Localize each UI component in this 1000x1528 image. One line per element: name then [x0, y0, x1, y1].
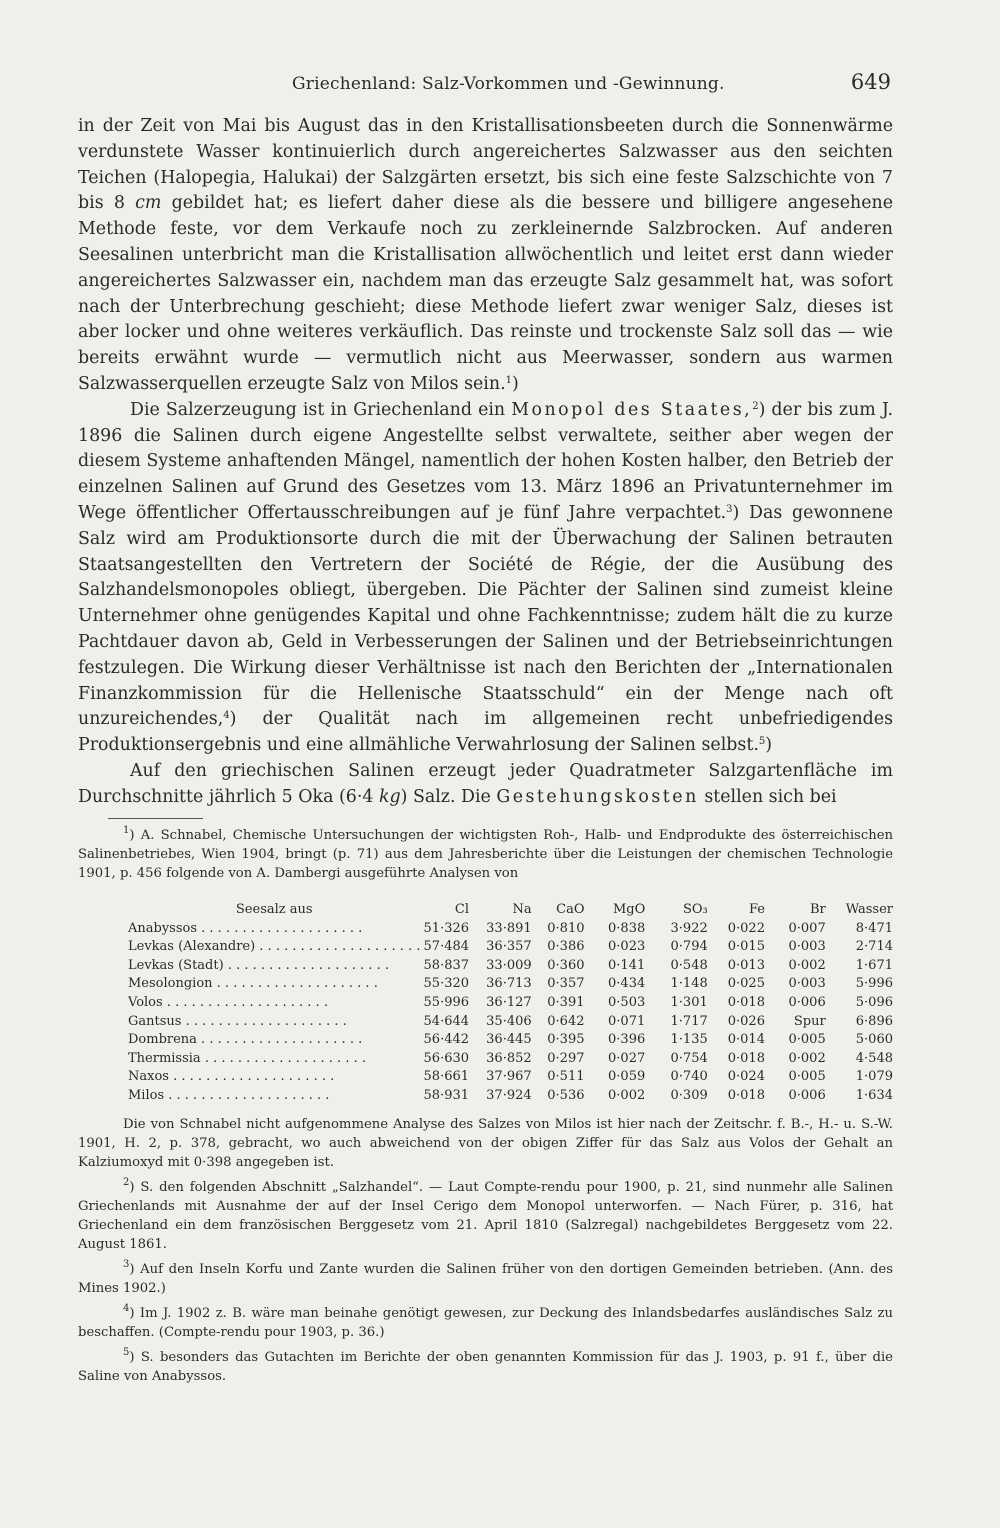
table-row [128, 1087, 893, 1106]
value-cell: 0·396 [608, 1032, 646, 1048]
value-cell: 0·013 [727, 957, 765, 973]
value-cell: 0·360 [547, 957, 585, 973]
value-cell: 0·007 [788, 920, 826, 936]
page-number: 649 [850, 70, 891, 94]
value-cell: 0·023 [608, 939, 646, 955]
value-cell: 5·996 [855, 976, 893, 992]
column-header: Fe [748, 902, 765, 917]
value-cell: 36·852 [486, 1050, 532, 1066]
footnote-ref-4: 4 [223, 710, 230, 722]
footnote-ref-3: 3 [726, 503, 733, 515]
footnote-mark: 1 [123, 825, 130, 836]
footnote-1-continuation: Die von Schnabel nicht aufgenommene Analyse des Salzes von Milos ist hier nach der Zeitschr. f. B.-, H.- u. S.-W. 1901, H. 2, p. 378, gebracht, wo auch abweichend von der obigen Ziffer für das Salz aus Volos der Gehalt an Kalziumoxyd mit 0·398 angegeben ist. [78, 1116, 893, 1170]
value-cell: 0·025 [727, 976, 765, 992]
value-cell: 8·471 [855, 920, 893, 936]
value-cell: 0·309 [670, 1087, 708, 1103]
column-header: Na [512, 902, 532, 917]
value-cell: 3·922 [670, 920, 708, 936]
value-cell: 58·661 [423, 1069, 470, 1085]
table-row [128, 1031, 893, 1050]
spaced-emphasis: Gestehungskosten [496, 786, 699, 807]
value-cell: 37·924 [486, 1087, 532, 1103]
table-row [128, 1013, 893, 1032]
value-cell: 0·395 [547, 1032, 585, 1048]
value-cell: 0·754 [670, 1050, 708, 1066]
value-cell: 58·837 [423, 957, 470, 973]
value-cell: 0·297 [547, 1050, 585, 1066]
location-cell: Dombrena . . . . . . . . . . . . . . . . . . . . [128, 1032, 363, 1048]
column-header: Seesalz aus [235, 902, 313, 917]
footnote-mark: 4 [123, 1302, 130, 1314]
location-cell: Mesolongion . . . . . . . . . . . . . . . . . . . . [128, 976, 378, 992]
value-cell: 54·644 [423, 1013, 470, 1029]
column-header: SO₃ [682, 902, 708, 917]
value-cell: 55·996 [423, 994, 470, 1010]
value-cell: 0·006 [788, 1087, 826, 1103]
value-cell: 4·548 [855, 1050, 893, 1066]
value-cell: 1·079 [855, 1069, 893, 1085]
footnote-1: $^1$) A. Schnabel, Chemische Untersuchungen der wichtigsten Roh-, Halb- und Endprodukte des österreichischen Salinenbetriebes, Wien 1904, bringt (p. 71) aus dem Jahresberichte über die Leistungen der chemischen Technologie 1901, p. 456 folgende von A. Dambergi ausgeführte Analysen von [78, 825, 893, 881]
column-header: Wasser [845, 902, 893, 917]
value-cell: 0·018 [727, 994, 765, 1010]
footnote-ref-1: 1 [505, 374, 512, 386]
table-header-row [128, 901, 893, 920]
value-cell: 35·406 [486, 1013, 532, 1029]
location-cell: Levkas (Stadt) . . . . . . . . . . . . . . . . . . . . [128, 957, 389, 973]
location-cell: Volos . . . . . . . . . . . . . . . . . . . . [128, 994, 328, 1010]
value-cell: 37·967 [486, 1069, 532, 1085]
value-cell: 0·071 [608, 1013, 646, 1029]
footnote-ref-2: 2 [752, 400, 759, 412]
column-header: MgO [612, 902, 646, 917]
location-cell: Naxos . . . . . . . . . . . . . . . . . . . . [128, 1069, 335, 1085]
location-cell: Anabyssos . . . . . . . . . . . . . . . . . . . . [128, 920, 363, 936]
footnote-ref-5: 5 [758, 736, 766, 748]
table-row [128, 975, 893, 994]
value-cell: Spur [793, 1013, 826, 1029]
value-cell: 1·717 [670, 1013, 708, 1029]
footnote-mark: 3 [123, 1258, 130, 1270]
value-cell: 0·018 [727, 1050, 765, 1066]
value-cell: 0·003 [788, 976, 826, 992]
value-cell: 0·015 [727, 939, 765, 955]
value-cell: 0·005 [788, 1032, 826, 1048]
value-cell: 6·896 [855, 1013, 893, 1029]
value-cell: 0·022 [727, 920, 765, 936]
value-cell: 55·320 [423, 976, 470, 992]
table-row [128, 920, 893, 939]
location-cell: Gantsus . . . . . . . . . . . . . . . . . . . . [128, 1013, 347, 1029]
location-cell: Levkas (Alexandre) . . . . . . . . . . . . . . . . . . . . [128, 939, 421, 955]
value-cell: 33·009 [486, 957, 532, 973]
value-cell: 56·630 [423, 1050, 470, 1066]
value-cell: 0·014 [727, 1032, 765, 1048]
location-cell: Milos . . . . . . . . . . . . . . . . . . . . [128, 1087, 330, 1103]
value-cell: 0·026 [727, 1013, 765, 1029]
spaced-emphasis: Monopol des Staates, [511, 399, 753, 420]
table-row [128, 1068, 893, 1087]
value-cell: 58·931 [423, 1087, 470, 1103]
value-cell: 0·018 [727, 1087, 765, 1103]
value-cell: 0·434 [608, 976, 646, 992]
unit-kg: kg [378, 786, 401, 807]
table-row [128, 1050, 893, 1069]
footnotes [78, 826, 893, 1386]
paragraph-2: Die Salzerzeugung ist in Griechenland ein Monopol des Staates,$^2$) der bis zum J. 1896 die Salinen durch eigene Angestellte selbst verwaltete, seither aber wegen der diesem Systeme anhaftenden Mängel, namentlich der hohen Kosten halber, den Betrieb der einzelnen Salinen auf Grund des Gesetzes vom 13. März 1896 an Privatunternehmer im Wege öffentlicher Offertausschreibungen auf je fünf Jahre verpachtet.$^3$) Das gewonnene Salz wird am Produktionsorte durch die mit der Überwachung der Salinen betrauten Staatsangestellten den Vertretern der Société de Régie, der die Ausübung des Salzhandelsmonopoles obliegt, übergeben. Die Pächter der Salinen sind zumeist kleine Unternehmer ohne genügendes Kapital und ohne Fachkenntnisse; zudem hält die zu kurze Pachtdauer davon ab, Geld in Verbesserungen der Salinen und der Betriebseinrichtungen festzulegen. Die Wirkung dieser Verhältnisse ist nach den Berichten der „Internationalen Finanzkommission für die Hellenische Staatsschuld“ ein der Menge nach oft unzureichendes,$^4$) der Qualität nach im allgemeinen recht unbefriedigendes Produktionsergebnis und eine allmähliche Verwahrlosung der Salinen selbst.$^5$) [78, 399, 893, 756]
value-cell: 0·391 [547, 994, 585, 1010]
value-cell: 57·484 [423, 939, 470, 955]
value-cell: 0·027 [608, 1050, 646, 1066]
running-header [78, 70, 893, 100]
value-cell: 1·135 [670, 1032, 708, 1048]
unit-cm: cm [135, 193, 162, 214]
footnote-separator [108, 818, 203, 819]
paragraph-3: Auf den griechischen Salinen erzeugt jeder Quadratmeter Salzgartenfläche im Durchschnitte jährlich 5 Oka (6·4 kg) Salz. Die Gestehungskosten stellen sich bei [78, 760, 893, 807]
footnote-mark: 2 [123, 1176, 130, 1188]
table-row [128, 994, 893, 1013]
main-text [78, 114, 893, 811]
footnote-3: $^3$) Auf den Inseln Korfu und Zante wurden die Salinen früher von den dortigen Gemeinden betrieben. (Ann. des Mines 1902.) [78, 1258, 893, 1296]
footnote-mark: 5 [123, 1346, 130, 1358]
value-cell: 0·503 [608, 994, 646, 1010]
value-cell: 0·006 [788, 994, 826, 1010]
value-cell: 1·671 [855, 957, 893, 973]
value-cell: 36·357 [486, 939, 532, 955]
value-cell: 0·511 [547, 1069, 585, 1085]
value-cell: 0·003 [788, 939, 826, 955]
footnote-4: $^4$) Im J. 1902 z. B. wäre man beinahe genötigt gewesen, zur Deckung des Inlandsbedarfes ausländisches Salz zu beschaffen. (Compte-rendu pour 1903, p. 36.) [78, 1302, 893, 1340]
value-cell: 5·060 [855, 1032, 893, 1048]
value-cell: 0·838 [608, 920, 646, 936]
value-cell: 51·326 [423, 920, 470, 936]
value-cell: 0·002 [788, 957, 826, 973]
value-cell: 56·442 [423, 1032, 470, 1048]
footnote-2: $^2$) S. den folgenden Abschnitt „Salzhandel“. — Laut Compte-rendu pour 1900, p. 21, sind nunmehr alle Salinen Griechenlands mit Ausnahme der auf der Insel Cerigo dem Monopol unterworfen. — Nach Fürer, p. 316, hat Griechenland ein dem französischen Berggesetz vom 21. April 1810 (Salzregal) nachgebildetes Berggesetz vom 22. August 1861. [78, 1176, 893, 1252]
value-cell: 0·024 [727, 1069, 765, 1085]
value-cell: 0·002 [788, 1050, 826, 1066]
value-cell: 0·740 [670, 1069, 708, 1085]
value-cell: 5·096 [855, 994, 893, 1010]
value-cell: 0·642 [547, 1013, 585, 1029]
value-cell: 0·357 [547, 976, 585, 992]
value-cell: 0·386 [547, 939, 585, 955]
value-cell: 36·445 [486, 1032, 532, 1048]
table-row [128, 938, 893, 957]
value-cell: 2·714 [855, 939, 893, 955]
value-cell: 0·141 [608, 957, 646, 973]
column-header: Br [809, 902, 826, 917]
value-cell: 0·002 [608, 1087, 646, 1103]
value-cell: 36·713 [486, 976, 532, 992]
table-body [128, 920, 893, 1106]
value-cell: 0·059 [608, 1069, 646, 1085]
value-cell: 33·891 [486, 920, 532, 936]
value-cell: 0·810 [547, 920, 585, 936]
value-cell: 0·548 [670, 957, 708, 973]
value-cell: 0·794 [670, 939, 708, 955]
column-header: CaO [556, 902, 585, 917]
value-cell: 0·536 [547, 1087, 585, 1103]
location-cell: Thermissia . . . . . . . . . . . . . . . . . . . . [128, 1050, 366, 1066]
value-cell: 1·634 [855, 1087, 893, 1103]
paragraph-1: in der Zeit von Mai bis August das in den Kristallisationsbeeten durch die Sonnenwärme verdunstete Wasser kontinuierlich durch angereichertes Salzwasser aus den seichten Teichen (Halopegia, Halukai) der Salzgärten ersetzt, bis sich eine feste Salzschichte von 7 bis 8 cm gebildet hat; es liefert daher diese als die bessere und billigere angesehene Methode feste, vor dem Verkaufe noch zu zerkleinernde Salzbrocken. Auf anderen Seesalinen unterbricht man die Kristallisation allwöchentlich und leitet erst dann wieder angereichertes Salzwasser ein, nachdem man das erzeugte Salz gesammelt hat, was sofort nach der Unterbrechung geschieht; diese Methode liefert zwar weniger Salz, dieses ist aber locker und ohne weiteres verkäuflich. Das reinste und trockenste Salz soll das — wie bereits erwähnt wurde — vermutlich nicht aus Meerwasser, sondern aus warmen Salzwasserquellen erzeugte Salz von Milos sein.$^1$) [78, 116, 893, 394]
salt-analysis-table [128, 901, 893, 1106]
running-title: Griechenland: Salz-Vorkommen und -Gewinnung. [292, 74, 725, 94]
column-header: Cl [454, 902, 470, 917]
footnote-5: $^5$) S. besonders das Gutachten im Berichte der oben genannten Kommission für das J. 1903, p. 91 f., über die Saline von Anabyssos. [78, 1346, 893, 1384]
value-cell: 36·127 [486, 994, 532, 1010]
value-cell: 1·148 [670, 976, 708, 992]
value-cell: 1·301 [670, 994, 708, 1010]
value-cell: 0·005 [788, 1069, 826, 1085]
table-row [128, 957, 893, 976]
